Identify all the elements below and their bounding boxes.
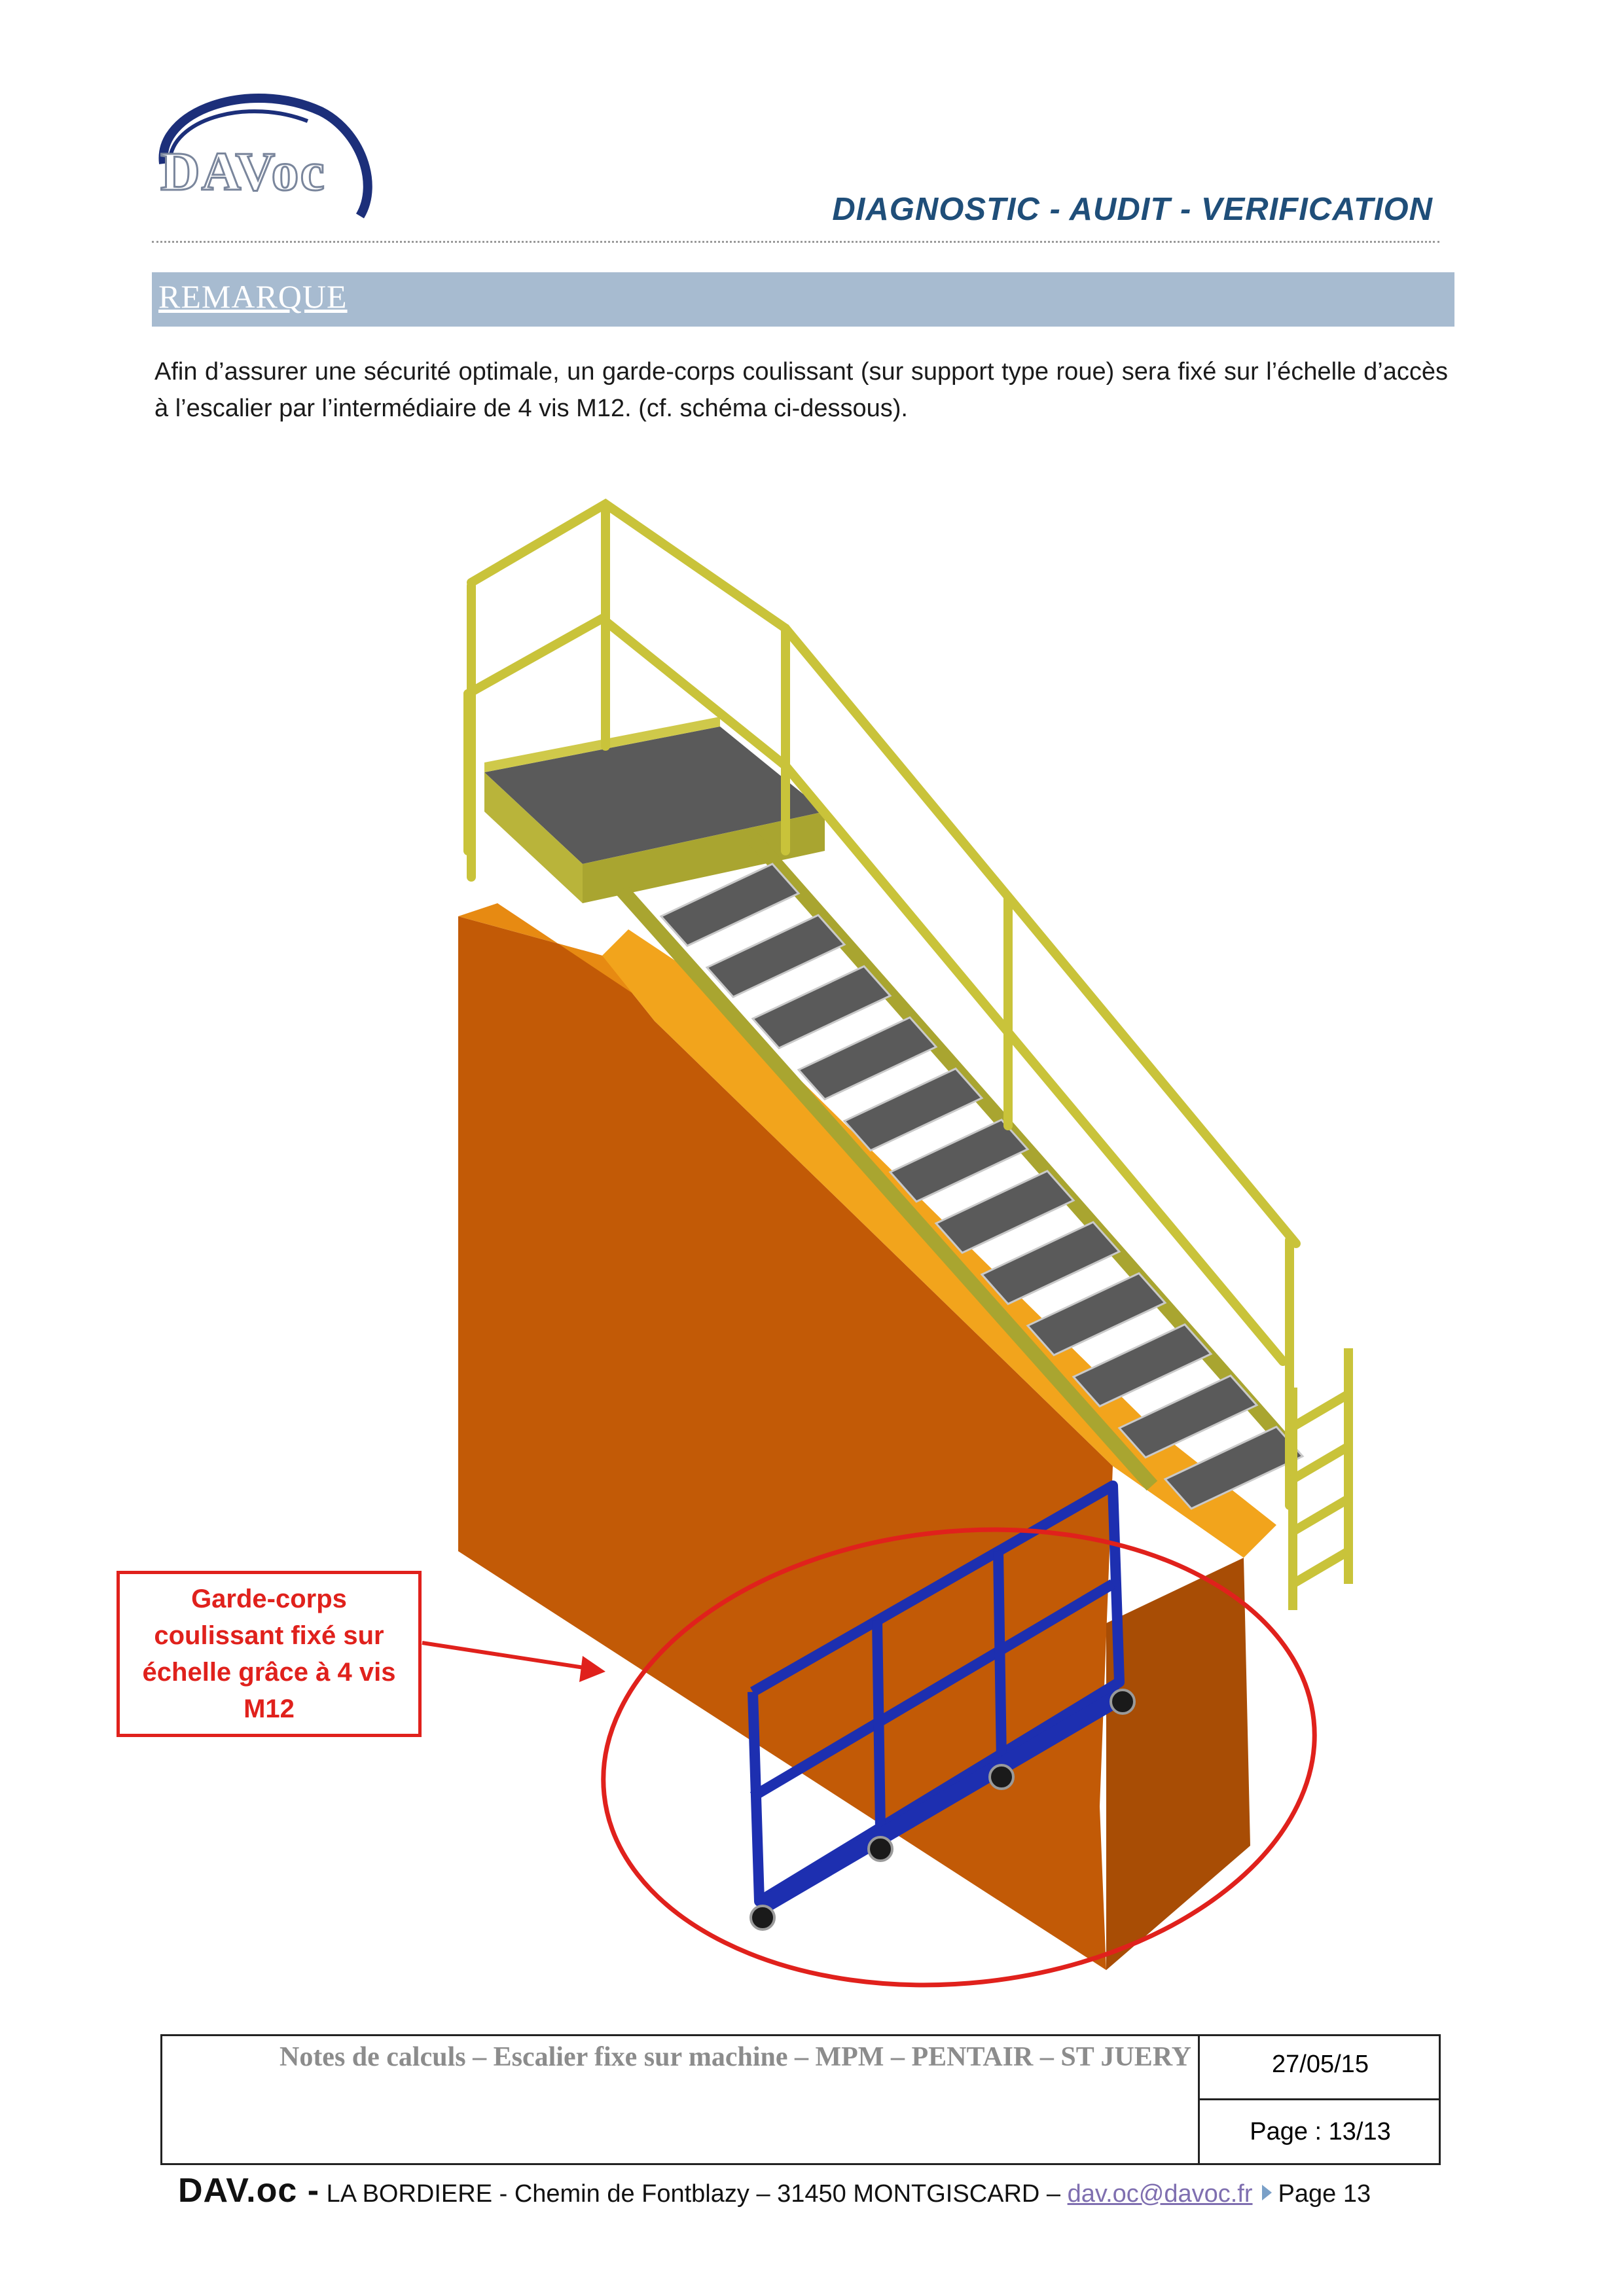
body-paragraph: Afin d’assurer une sécurité optimale, un garde-corps coulissant (sur support type roue) sera fixé sur l’échelle d’accès à l’escalier par l’intermédiaire de 4 vis M12. (cf. schéma ci-dessous). <box>154 358 1448 422</box>
triangle-right-icon <box>1262 2185 1272 2200</box>
footer-page-number: Page : 13/13 <box>1250 2118 1391 2145</box>
footer-doc-title: Notes de calculs – Escalier fixe sur machine – MPM – PENTAIR – ST JUERY <box>279 2042 1191 2072</box>
footer-divider <box>1198 2098 1441 2100</box>
callout-text: Garde-corps coulissant fixé sur échelle grâce à 4 vis M12 <box>142 1585 396 1723</box>
svg-text:DAVoc: DAVoc <box>160 141 326 202</box>
company-footer-line <box>178 2170 1371 2215</box>
page-label: Page 13 <box>1278 2180 1371 2208</box>
callout-box <box>117 1571 422 1737</box>
callout-arrow <box>422 1643 605 1682</box>
header-title: DIAGNOSTIC - AUDIT - VERIFICATION <box>832 192 1433 227</box>
email-link[interactable]: dav.oc@davoc.fr <box>1067 2180 1253 2208</box>
access-ladder <box>1293 1348 1348 1610</box>
brand-name: DAV.oc - <box>178 2172 320 2210</box>
footer-date: 27/05/15 <box>1272 2051 1369 2078</box>
address-text: LA BORDIERE - Chemin de Fontblazy – 31450 MONTGISCARD – <box>326 2180 1061 2208</box>
section-title: REMARQUE <box>158 278 348 315</box>
